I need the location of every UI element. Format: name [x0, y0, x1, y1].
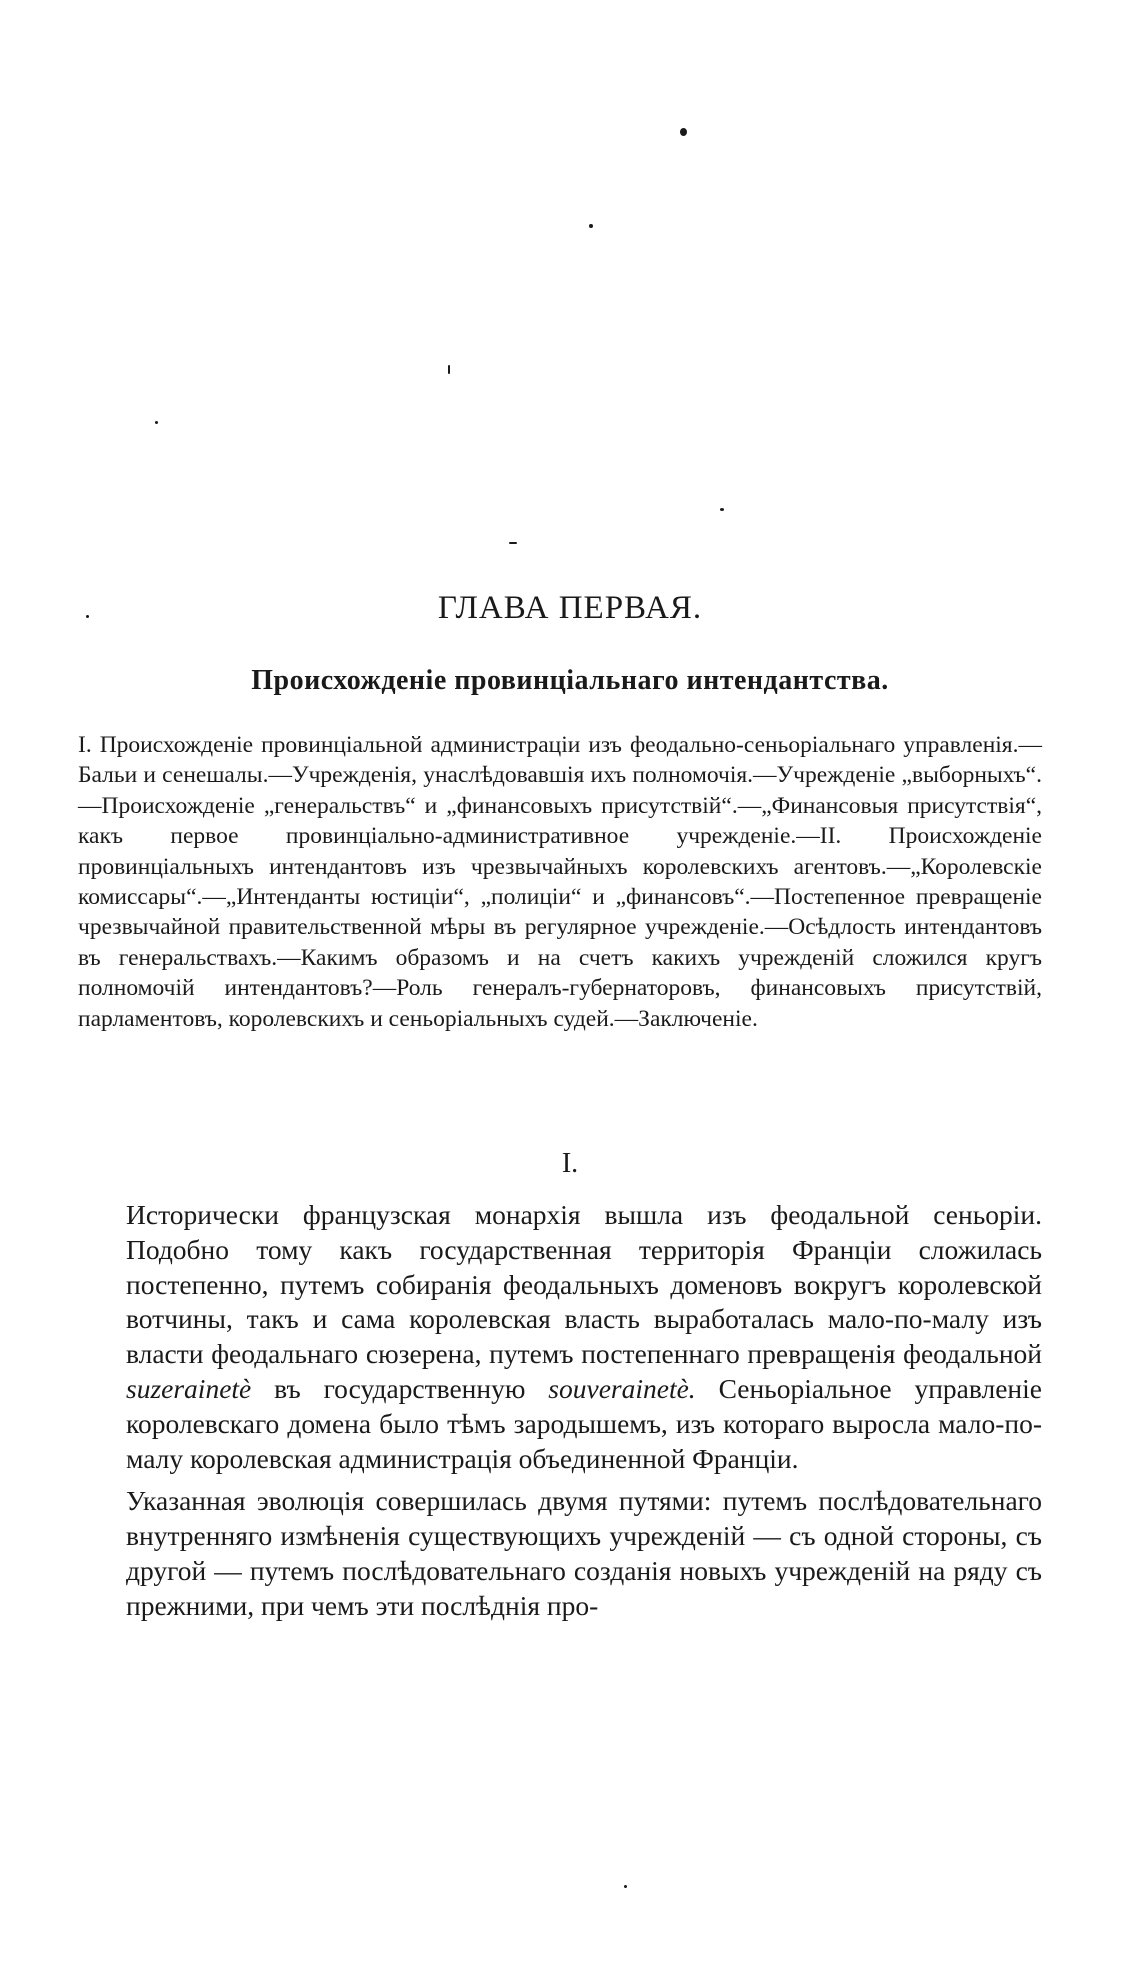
paragraph	[126, 1198, 1042, 1476]
paragraph-text: въ государственную	[274, 1372, 526, 1404]
chapter-subtitle: Происхожденіе провинціальнаго интендантства.	[251, 665, 889, 696]
paragraph	[126, 1484, 1042, 1623]
scan-speck	[680, 128, 687, 136]
scan-speck	[589, 224, 593, 228]
scan-speck	[720, 508, 724, 511]
chapter-summary: I. Происхожденіе провинціальной администраціи изъ феодально-сеньоріальнаго управленія.—Бальи и сенешалы.—Учрежденія, унаслѣдовавшія ихъ полномочія.—Учрежденіе „выборныхъ“.—Происхожденіе „генеральствъ“ и „финансовыхъ присутствій“.—„Финансовыя присутствія“, какъ первое провинціально-административное учрежденіе.—II. Происхожденіе провинціальныхъ интендантовъ изъ чрезвычайныхъ королевскихъ агентовъ.—„Королевскіе комиссары“.—„Интенданты юстиціи“, „полиціи“ и „финансовъ“.—Постепенное превращеніе чрезвычайной правительственной мѣры въ регулярное учрежденіе.—Осѣдлость интендантовъ въ генеральствахъ.—Какимъ образомъ и на счетъ какихъ учрежденій сложился кругъ полномочій интендантовъ?—Роль генералъ-губернаторовъ, финансовыхъ присутствій, парламентовъ, королевскихъ и сеньоріальныхъ судей.—Заключеніе.	[78, 732, 1042, 1032]
scan-speck	[155, 421, 158, 424]
italic-term: souverainetè.	[548, 1372, 696, 1404]
italic-term: suzerainetè	[126, 1372, 252, 1404]
scan-speck	[624, 1885, 627, 1888]
scan-speck	[509, 542, 517, 544]
paragraph-text: Исторически французская монархія вышла изъ феодальной сеньоріи. Подобно тому какъ государственная территорія Франціи сложилась постепенно, путемъ собиранія феодальныхъ доменовъ вокругъ королевской вотчины, такъ и сама королевская власть выработалась мало-по-малу изъ власти феодальнаго сюзерена, путемъ постепеннаго превращенія феодальной	[126, 1199, 1042, 1370]
chapter-title: ГЛАВА ПЕРВАЯ.	[437, 590, 703, 626]
paragraph-text: Указанная эволюція совершилась двумя путями: путемъ послѣдовательнаго внутренняго измѣненія существующихъ учрежденій — съ одной стороны, съ другой — путемъ послѣдовательнаго созданія новыхъ учрежденій на ряду съ прежними, при чемъ эти послѣднія про-	[126, 1485, 1042, 1621]
section-numeral: I.	[561, 1148, 579, 1179]
scan-speck	[448, 365, 450, 374]
paragraph-text: Сеньоріальное управленіе королевскаго домена было тѣмъ зародышемъ, изъ котораго выросла мало-по-малу королевская администрація объединенной Франціи.	[126, 1372, 1042, 1474]
body-text	[126, 1198, 1042, 1632]
